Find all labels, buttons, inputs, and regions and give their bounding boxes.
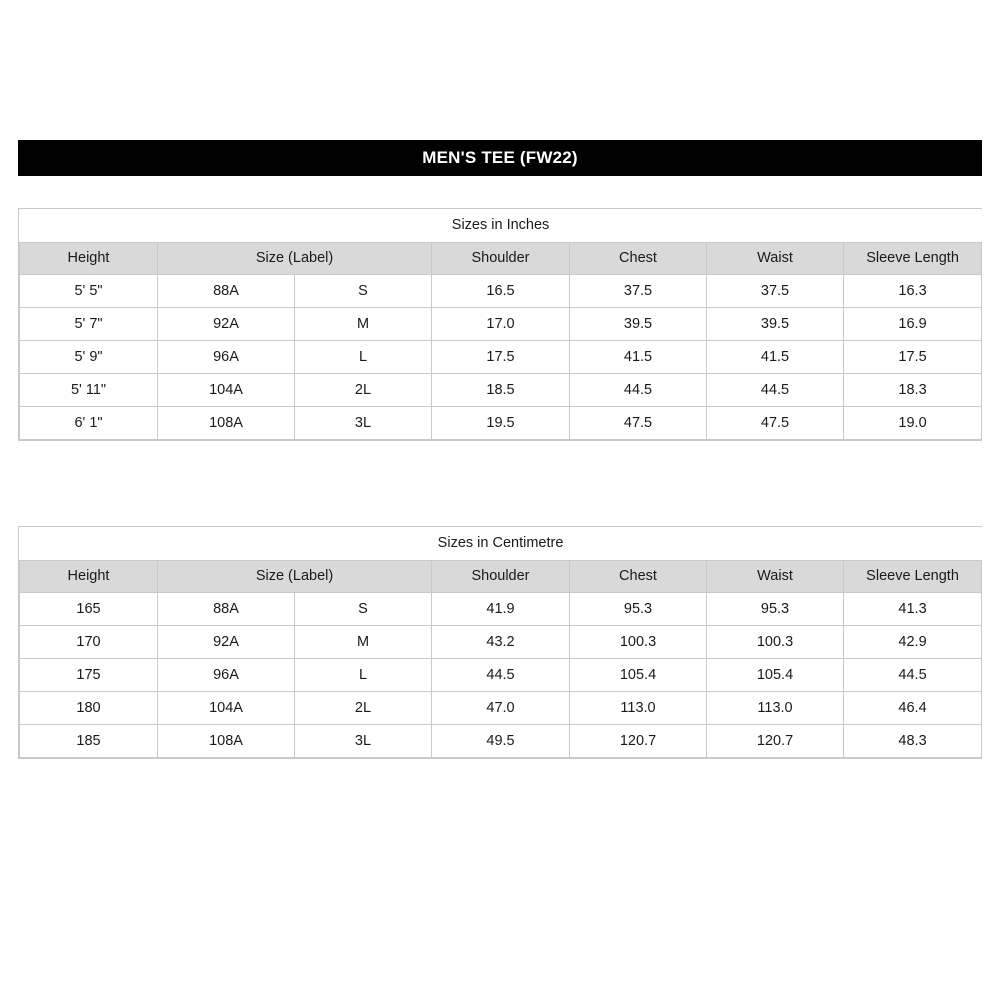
cell-height: 5' 11" bbox=[20, 373, 158, 406]
column-header-height: Height bbox=[20, 560, 158, 592]
cell-height: 5' 5" bbox=[20, 274, 158, 307]
table-caption: Sizes in Centimetre bbox=[20, 527, 982, 560]
column-header-size-label: Size (Label) bbox=[158, 242, 432, 274]
cell-sleeve: 16.3 bbox=[844, 274, 982, 307]
cell-shoulder: 16.5 bbox=[432, 274, 570, 307]
cell-waist: 95.3 bbox=[707, 592, 844, 625]
cell-label: M bbox=[295, 625, 432, 658]
page-title bbox=[18, 140, 982, 176]
table-caption-row bbox=[20, 209, 982, 242]
cell-size: 96A bbox=[158, 340, 295, 373]
table-row bbox=[20, 307, 982, 340]
cell-height: 180 bbox=[20, 691, 158, 724]
cell-chest: 105.4 bbox=[570, 658, 707, 691]
cell-size: 92A bbox=[158, 625, 295, 658]
size-table-inches bbox=[18, 208, 982, 441]
cell-chest: 47.5 bbox=[570, 406, 707, 439]
table-row bbox=[20, 658, 982, 691]
table-row bbox=[20, 274, 982, 307]
cell-height: 5' 7" bbox=[20, 307, 158, 340]
cell-sleeve: 44.5 bbox=[844, 658, 982, 691]
cell-height: 170 bbox=[20, 625, 158, 658]
cell-chest: 95.3 bbox=[570, 592, 707, 625]
table-caption-row bbox=[20, 527, 982, 560]
cell-size: 108A bbox=[158, 724, 295, 757]
cell-sleeve: 42.9 bbox=[844, 625, 982, 658]
cell-sleeve: 41.3 bbox=[844, 592, 982, 625]
cell-sleeve: 19.0 bbox=[844, 406, 982, 439]
cell-height: 185 bbox=[20, 724, 158, 757]
table-row bbox=[20, 340, 982, 373]
cell-height: 5' 9" bbox=[20, 340, 158, 373]
column-header-shoulder: Shoulder bbox=[432, 242, 570, 274]
table-row bbox=[20, 406, 982, 439]
cell-label: 2L bbox=[295, 373, 432, 406]
cell-sleeve: 48.3 bbox=[844, 724, 982, 757]
cell-size: 92A bbox=[158, 307, 295, 340]
cell-shoulder: 17.0 bbox=[432, 307, 570, 340]
column-header-sleeve-length: Sleeve Length bbox=[844, 560, 982, 592]
cell-waist: 44.5 bbox=[707, 373, 844, 406]
cell-waist: 113.0 bbox=[707, 691, 844, 724]
cell-label: L bbox=[295, 658, 432, 691]
table-row bbox=[20, 724, 982, 757]
cell-height: 6' 1" bbox=[20, 406, 158, 439]
cell-waist: 39.5 bbox=[707, 307, 844, 340]
page-title-text: MEN'S TEE (FW22) bbox=[422, 148, 578, 167]
column-header-size-label: Size (Label) bbox=[158, 560, 432, 592]
cell-size: 104A bbox=[158, 373, 295, 406]
table-row bbox=[20, 373, 982, 406]
table-row bbox=[20, 592, 982, 625]
table-row bbox=[20, 625, 982, 658]
cell-chest: 41.5 bbox=[570, 340, 707, 373]
column-header-chest: Chest bbox=[570, 560, 707, 592]
cell-size: 104A bbox=[158, 691, 295, 724]
cell-waist: 37.5 bbox=[707, 274, 844, 307]
table-row bbox=[20, 691, 982, 724]
cell-shoulder: 17.5 bbox=[432, 340, 570, 373]
cell-waist: 47.5 bbox=[707, 406, 844, 439]
column-header-shoulder: Shoulder bbox=[432, 560, 570, 592]
cell-shoulder: 49.5 bbox=[432, 724, 570, 757]
cell-waist: 100.3 bbox=[707, 625, 844, 658]
cell-size: 96A bbox=[158, 658, 295, 691]
cell-label: L bbox=[295, 340, 432, 373]
table-header-row bbox=[20, 242, 982, 274]
size-table-centimetre bbox=[18, 526, 982, 759]
column-header-waist: Waist bbox=[707, 242, 844, 274]
cell-label: S bbox=[295, 592, 432, 625]
column-header-waist: Waist bbox=[707, 560, 844, 592]
cell-shoulder: 18.5 bbox=[432, 373, 570, 406]
cell-shoulder: 47.0 bbox=[432, 691, 570, 724]
column-header-height: Height bbox=[20, 242, 158, 274]
cell-label: 2L bbox=[295, 691, 432, 724]
cell-height: 165 bbox=[20, 592, 158, 625]
column-header-sleeve-length: Sleeve Length bbox=[844, 242, 982, 274]
cell-size: 88A bbox=[158, 592, 295, 625]
cell-label: S bbox=[295, 274, 432, 307]
cell-label: M bbox=[295, 307, 432, 340]
cell-chest: 39.5 bbox=[570, 307, 707, 340]
table-header-row bbox=[20, 560, 982, 592]
cell-waist: 41.5 bbox=[707, 340, 844, 373]
cell-shoulder: 43.2 bbox=[432, 625, 570, 658]
table-caption: Sizes in Inches bbox=[20, 209, 982, 242]
cell-shoulder: 19.5 bbox=[432, 406, 570, 439]
cell-sleeve: 17.5 bbox=[844, 340, 982, 373]
cell-shoulder: 44.5 bbox=[432, 658, 570, 691]
cell-chest: 44.5 bbox=[570, 373, 707, 406]
cell-height: 175 bbox=[20, 658, 158, 691]
cell-size: 108A bbox=[158, 406, 295, 439]
cell-waist: 120.7 bbox=[707, 724, 844, 757]
cell-sleeve: 46.4 bbox=[844, 691, 982, 724]
cell-shoulder: 41.9 bbox=[432, 592, 570, 625]
cell-sleeve: 18.3 bbox=[844, 373, 982, 406]
cell-label: 3L bbox=[295, 406, 432, 439]
cell-label: 3L bbox=[295, 724, 432, 757]
cell-sleeve: 16.9 bbox=[844, 307, 982, 340]
cell-chest: 37.5 bbox=[570, 274, 707, 307]
cell-chest: 100.3 bbox=[570, 625, 707, 658]
cell-waist: 105.4 bbox=[707, 658, 844, 691]
cell-chest: 113.0 bbox=[570, 691, 707, 724]
cell-size: 88A bbox=[158, 274, 295, 307]
cell-chest: 120.7 bbox=[570, 724, 707, 757]
column-header-chest: Chest bbox=[570, 242, 707, 274]
